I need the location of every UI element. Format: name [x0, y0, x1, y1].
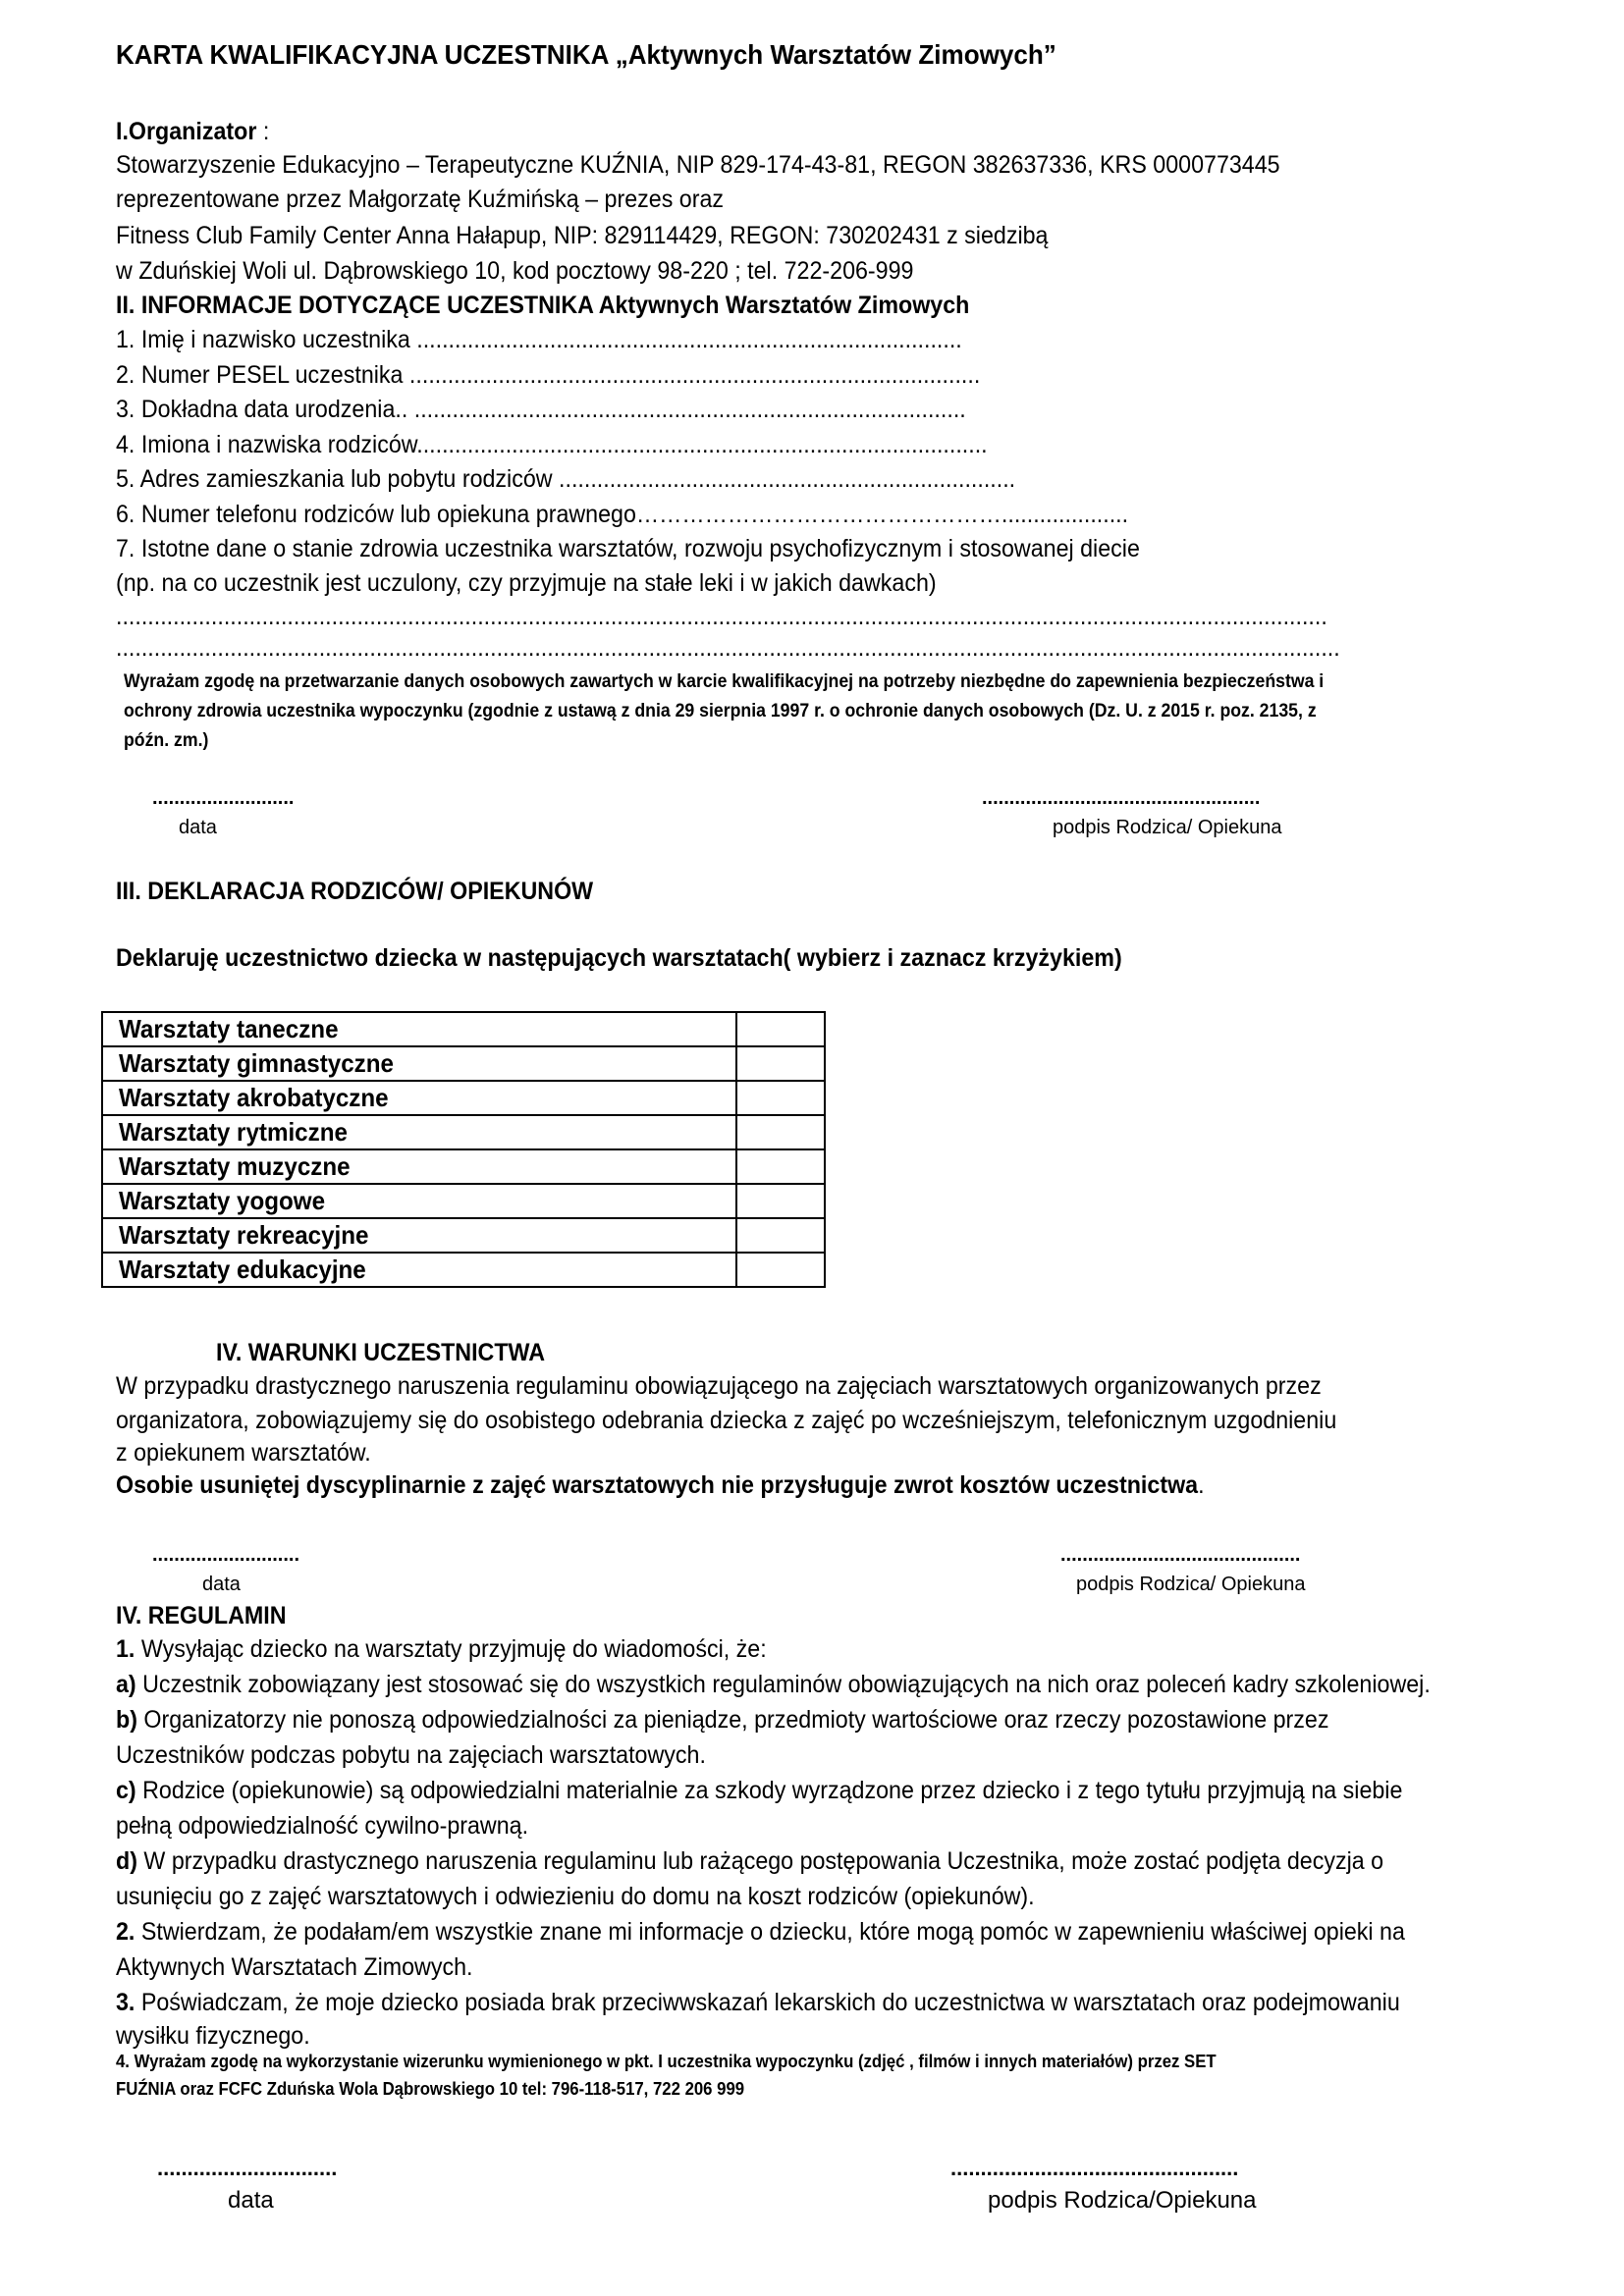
regulation-item-text: Uczestników podczas pobytu na zajęciach warsztatowych. [116, 1741, 706, 1769]
parents-address-field[interactable]: 5. Adres zamieszkania lub pobytu rodziców ........................................................................ [116, 465, 1016, 493]
parents-names-field[interactable]: 4. Imiona i nazwiska rodziców.......................................................................................... [116, 431, 988, 458]
regulation-item-text: Aktywnych Warsztatach Zimowych. [116, 1953, 473, 1981]
table-row [102, 1115, 825, 1149]
regulation-item [116, 1843, 1383, 1879]
workshop-checkbox-cell[interactable] [736, 1081, 825, 1115]
organizer-heading: I.Organizator [116, 118, 257, 145]
workshop-checkbox-cell[interactable] [736, 1253, 825, 1287]
table-row [102, 1218, 825, 1253]
organizer-heading-line [116, 114, 269, 149]
document-title: KARTA KWALIFIKACYJNA UCZESTNIKA „Aktywnych Warsztatów Zimowych” [116, 39, 1056, 70]
image-consent-text: FUŹNIA oraz FCFC Zduńska Wola Dąbrowskiego 10 tel: 796-118-517, 722 206 999 [116, 2079, 745, 2099]
health-info-label: (np. na co uczestnik jest uczulony, czy przyjmuje na stałe leki i w jakich dawkach) [116, 569, 937, 597]
workshop-checkbox-cell[interactable] [736, 1046, 825, 1081]
regulations-heading: IV. REGULAMIN [116, 1602, 287, 1629]
workshop-name-cell [102, 1012, 736, 1046]
table-row [102, 1012, 825, 1046]
parent-signature-label: podpis Rodzica/ Opiekuna [1076, 1574, 1306, 1595]
regulation-item [116, 1985, 1400, 2020]
regulation-item-text: Poświadczam, że moje dziecko posiada brak przeciwwskazań lekarskich do uczestnictwa w warsztatach oraz podejmowaniu [135, 1989, 1400, 2016]
organizer-line: reprezentowane przez Małgorzatę Kuźmińską – prezes oraz [116, 186, 725, 213]
workshop-checkbox-cell[interactable] [736, 1218, 825, 1253]
workshop-checkbox[interactable] [737, 1185, 824, 1217]
parent-signature-line[interactable]: ................................................ [950, 2156, 1239, 2180]
workshop-checkbox[interactable] [737, 1013, 824, 1045]
parent-signature-label: podpis Rodzica/Opiekuna [988, 2187, 1257, 2214]
participant-name-field[interactable]: 1. Imię i nazwisko uczestnika ...................................................................................... [116, 326, 962, 353]
health-info-label: 7. Istotne dane o stanie zdrowia uczestnika warsztatów, rozwoju psychofizycznym i stosowanej diecie [116, 535, 1140, 562]
table-row [102, 1046, 825, 1081]
conditions-heading: IV. WARUNKI UCZESTNICTWA [216, 1339, 545, 1366]
regulation-item-number: 1. [116, 1635, 135, 1663]
regulation-item-number: 2. [116, 1918, 135, 1946]
parent-signature-line[interactable]: ............................................ [1060, 1544, 1301, 1566]
conditions-text: W przypadku drastycznego naruszenia regulaminu obowiązującego na zajęciach warsztatowych organizowanych przez [116, 1372, 1322, 1400]
regulation-item-number: 3. [116, 1989, 135, 2016]
organizer-line: w Zduńskiej Woli ul. Dąbrowskiego 10, kod pocztowy 98-220 ; tel. 722-206-999 [116, 257, 914, 285]
date-signature-label: data [202, 1574, 241, 1595]
workshop-checkbox-cell[interactable] [736, 1115, 825, 1149]
table-row [102, 1253, 825, 1287]
regulation-item-number: b) [116, 1706, 137, 1734]
workshop-checkbox[interactable] [737, 1116, 824, 1148]
regulation-item-text: Wysyłając dziecko na warsztaty przyjmuję do wiadomości, że: [135, 1635, 767, 1663]
regulation-item-number: c) [116, 1777, 136, 1804]
organizer-heading-colon: : [256, 118, 270, 145]
workshop-name: Warsztaty rekreacyjne [119, 1220, 369, 1250]
participant-pesel-field[interactable]: 2. Numer PESEL uczestnika .......................................................................................... [116, 361, 981, 389]
table-row [102, 1184, 825, 1218]
date-signature-line[interactable]: .............................. [157, 2156, 338, 2180]
workshop-checkbox-cell[interactable] [736, 1149, 825, 1184]
workshop-name-cell [102, 1218, 736, 1253]
table-row [102, 1149, 825, 1184]
data-consent-text: ochrony zdrowia uczestnika wypoczynku (zgodnie z ustawą z dnia 29 sierpnia 1997 r. o ochronie danych osobowych (Dz. U. z 2015 r. poz. 2135, z [124, 701, 1317, 721]
data-consent-text: Wyrażam zgodę na przetwarzanie danych osobowych zawartych w karcie kwalifikacyjnej na potrzeby niezbędne do zapewnienia bezpieczeństwa i [124, 671, 1325, 692]
organizer-line: Stowarzyszenie Edukacyjno – Terapeutyczne KUŹNIA, NIP 829-174-43-81, REGON 382637336, KRS 0000773445 [116, 151, 1280, 179]
conditions-text: z opiekunem warsztatów. [116, 1439, 371, 1467]
no-refund-period: . [1198, 1471, 1205, 1499]
date-signature-label: data [179, 817, 217, 838]
regulation-item-text: W przypadku drastycznego naruszenia regulaminu lub rażącego postępowania Uczestnika, może zostać podjęta decyzja o [136, 1847, 1384, 1875]
workshop-name-cell [102, 1115, 736, 1149]
workshop-name: Warsztaty taneczne [119, 1014, 339, 1043]
workshop-checkbox-cell[interactable] [736, 1012, 825, 1046]
regulation-item-number: d) [116, 1847, 137, 1875]
workshop-name: Warsztaty edukacyjne [119, 1255, 366, 1284]
regulation-item-text: Organizatorzy nie ponoszą odpowiedzialności za pieniądze, przedmioty wartościowe oraz rzeczy pozostawione przez [136, 1706, 1329, 1734]
regulation-item-text: Uczestnik zobowiązany jest stosować się do wszystkich regulaminów obowiązujących na nich oraz poleceń kadry szkoleniowej. [135, 1671, 1431, 1698]
data-consent-text: późn. zm.) [124, 730, 209, 751]
workshop-checkbox[interactable] [737, 1150, 824, 1183]
regulation-item [116, 1773, 1402, 1808]
workshop-name: Warsztaty akrobatyczne [119, 1083, 389, 1112]
image-consent-text: 4. Wyrażam zgodę na wykorzystanie wizerunku wymienionego w pkt. I uczestnika wypoczynku (zdjęć , filmów i innych materiałów) przez SET [116, 2052, 1217, 2071]
regulation-item [116, 1949, 472, 1985]
table-row [102, 1081, 825, 1115]
workshop-checkbox[interactable] [737, 1219, 824, 1252]
parent-signature-line[interactable]: ................................................... [982, 787, 1261, 809]
birth-date-field[interactable]: 3. Dokładna data urodzenia.. ....................................................................................... [116, 396, 966, 423]
regulation-item-text: Stwierdzam, że podałam/em wszystkie znane mi informacje o dziecku, które mogą pomóc w zapewnieniu właściwej opieki na [135, 1918, 1405, 1946]
workshop-checkbox[interactable] [737, 1254, 824, 1286]
regulation-item [116, 1879, 1035, 1914]
workshop-checkbox[interactable] [737, 1082, 824, 1114]
workshop-checkbox-cell[interactable] [736, 1184, 825, 1218]
date-signature-line[interactable]: .......................... [152, 787, 295, 809]
health-info-field[interactable]: ............................................................................................................................................................................................... [116, 603, 1327, 630]
organizer-line: Fitness Club Family Center Anna Hałapup, NIP: 829114429, REGON: 730202431 z siedzibą [116, 222, 1049, 249]
regulation-item [116, 1737, 706, 1773]
workshop-name: Warsztaty muzyczne [119, 1151, 351, 1181]
workshop-name-cell [102, 1046, 736, 1081]
parents-phone-field[interactable]: 6. Numer telefonu rodziców lub opiekuna prawnego………………………………………….................... [116, 501, 1129, 528]
participant-info-heading: II. INFORMACJE DOTYCZĄCE UCZESTNIKA Aktywnych Warsztatów Zimowych [116, 292, 970, 319]
regulation-item [116, 1702, 1328, 1737]
workshop-name-cell [102, 1184, 736, 1218]
workshop-checkbox[interactable] [737, 1047, 824, 1080]
health-info-field[interactable]: ................................................................................................................................................................................................. [116, 634, 1340, 662]
workshop-name: Warsztaty yogowe [119, 1186, 326, 1215]
regulation-item [116, 1667, 1431, 1702]
workshop-name: Warsztaty rytmiczne [119, 1117, 348, 1147]
regulation-item-number: a) [116, 1671, 136, 1698]
regulation-item-text: pełną odpowiedzialność cywilno-prawną. [116, 1812, 529, 1840]
regulation-item-text: wysiłku fizycznego. [116, 2022, 310, 2050]
workshop-name-cell [102, 1253, 736, 1287]
conditions-text: organizatora, zobowiązujemy się do osobistego odebrania dziecka z zajęć po wcześniejszym, telefonicznym uzgodnieniu [116, 1407, 1337, 1434]
no-refund-notice: Osobie usuniętej dyscyplinarnie z zajęć warsztatowych nie przysługuje zwrot kosztów uczestnictwa [116, 1471, 1199, 1499]
declaration-heading: III. DEKLARACJA RODZICÓW/ OPIEKUNÓW [116, 878, 594, 905]
declaration-intro: Deklaruję uczestnictwo dziecka w następujących warsztatach( wybierz i zaznacz krzyżykiem) [116, 944, 1122, 972]
date-signature-line[interactable]: ........................... [152, 1544, 300, 1566]
regulation-item-text: Rodzice (opiekunowie) są odpowiedzialni materialnie za szkody wyrządzone przez dziecko i z tego tytułu przyjmują na siebie [135, 1777, 1403, 1804]
regulation-item [116, 1631, 767, 1667]
regulation-item-text: usunięciu go z zajęć warsztatowych i odwiezieniu do domu na koszt rodziców (opiekunów). [116, 1883, 1035, 1910]
workshop-name: Warsztaty gimnastyczne [119, 1048, 394, 1078]
workshop-name-cell [102, 1149, 736, 1184]
regulation-item [116, 1808, 528, 1843]
regulation-item [116, 1914, 1405, 1949]
workshops-table [101, 1011, 826, 1288]
date-signature-label: data [228, 2187, 274, 2214]
parent-signature-label: podpis Rodzica/ Opiekuna [1053, 817, 1282, 838]
workshop-name-cell [102, 1081, 736, 1115]
conditions-refund-line [116, 1468, 1205, 1503]
